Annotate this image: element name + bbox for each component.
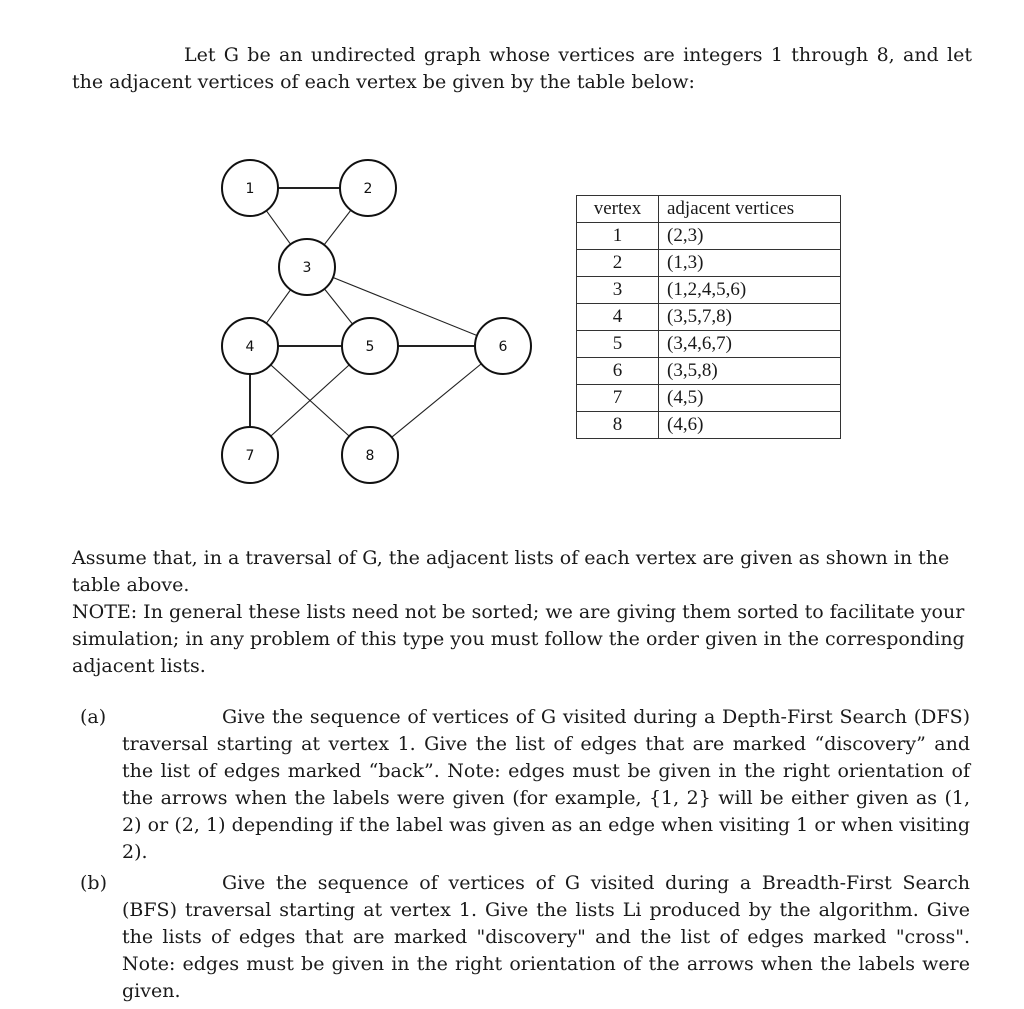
adjacent-cell: (1,3) (659, 250, 841, 277)
vertex-cell: 3 (577, 277, 659, 304)
header-adjacent-vertices: adjacent vertices (659, 196, 841, 223)
node-label: 4 (245, 339, 255, 355)
graph-node-1 (222, 160, 278, 216)
assumption-paragraph (72, 545, 970, 680)
part-b-label: (b) (80, 872, 107, 894)
graph-node-6 (475, 318, 531, 374)
intro-paragraph (72, 42, 972, 96)
graph-node-3 (279, 239, 335, 295)
graph-node-4 (222, 318, 278, 374)
node-label: 7 (245, 448, 255, 464)
graph-diagram (200, 150, 560, 490)
assumption-text: Assume that, in a traversal of G, the adjacent lists of each vertex are given as shown in the table above. (72, 547, 950, 596)
note-text: NOTE: In general these lists need not be sorted; we are giving them sorted to facilitate your simulation; in any problem of this type you must follow the order given in the corresponding adjacent lists. (72, 601, 965, 677)
table-row (577, 250, 841, 277)
node-label: 6 (498, 339, 508, 355)
question-parts (72, 704, 970, 1009)
vertex-cell: 7 (577, 385, 659, 412)
adjacent-cell: (3,5,8) (659, 358, 841, 385)
adjacent-cell: (3,5,7,8) (659, 304, 841, 331)
graph-node-8 (342, 427, 398, 483)
adjacent-cell: (2,3) (659, 223, 841, 250)
table-row (577, 304, 841, 331)
table-row (577, 358, 841, 385)
vertex-cell: 4 (577, 304, 659, 331)
table-row (577, 223, 841, 250)
part-b-text: Give the sequence of vertices of G visited during a Breadth-First Search (BFS) traversal starting at vertex 1. Give the lists Li produced by the algorithm. Give the lists of edges that are marked "discovery" and the list of edges marked "cross". Note: edges must be given in the right orientation of the arrows when the labels were given. (122, 872, 970, 1002)
node-label: 3 (302, 260, 312, 276)
graph-node-5 (342, 318, 398, 374)
part-a-text: Give the sequence of vertices of G visited during a Depth-First Search (DFS) traversal starting at vertex 1. Give the list of edges that are marked “discovery” and the list of edges marked “back”. Note: edges must be given in the right orientation of the arrows when the labels were given (for example, {1, 2} will be either given as (1, 2) or (2, 1) depending if the label was given as an edge when visiting 1 or when visiting 2). (122, 706, 970, 863)
node-label: 5 (365, 339, 375, 355)
table-row (577, 385, 841, 412)
table-row (577, 277, 841, 304)
adjacent-cell: (4,6) (659, 412, 841, 439)
graph-edge-3-6 (307, 267, 503, 346)
part-a-label: (a) (80, 706, 107, 728)
graph-node-2 (340, 160, 396, 216)
adjacent-cell: (3,4,6,7) (659, 331, 841, 358)
adjacency-table (576, 195, 841, 439)
intro-text: Let G be an undirected graph whose vertices are integers 1 through 8, and let the adjacent vertices of each vertex be given by the table below: (72, 44, 972, 93)
vertex-cell: 5 (577, 331, 659, 358)
vertex-cell: 1 (577, 223, 659, 250)
vertex-cell: 8 (577, 412, 659, 439)
node-label: 8 (365, 448, 375, 464)
table-row (577, 412, 841, 439)
part-b (72, 870, 970, 1005)
node-label: 1 (245, 181, 255, 197)
table-header-row (577, 196, 841, 223)
vertex-cell: 2 (577, 250, 659, 277)
adjacent-cell: (1,2,4,5,6) (659, 277, 841, 304)
vertex-cell: 6 (577, 358, 659, 385)
adjacent-cell: (4,5) (659, 385, 841, 412)
part-a (72, 704, 970, 866)
graph-node-7 (222, 427, 278, 483)
table-row (577, 331, 841, 358)
header-vertex: vertex (577, 196, 659, 223)
node-label: 2 (363, 181, 373, 197)
